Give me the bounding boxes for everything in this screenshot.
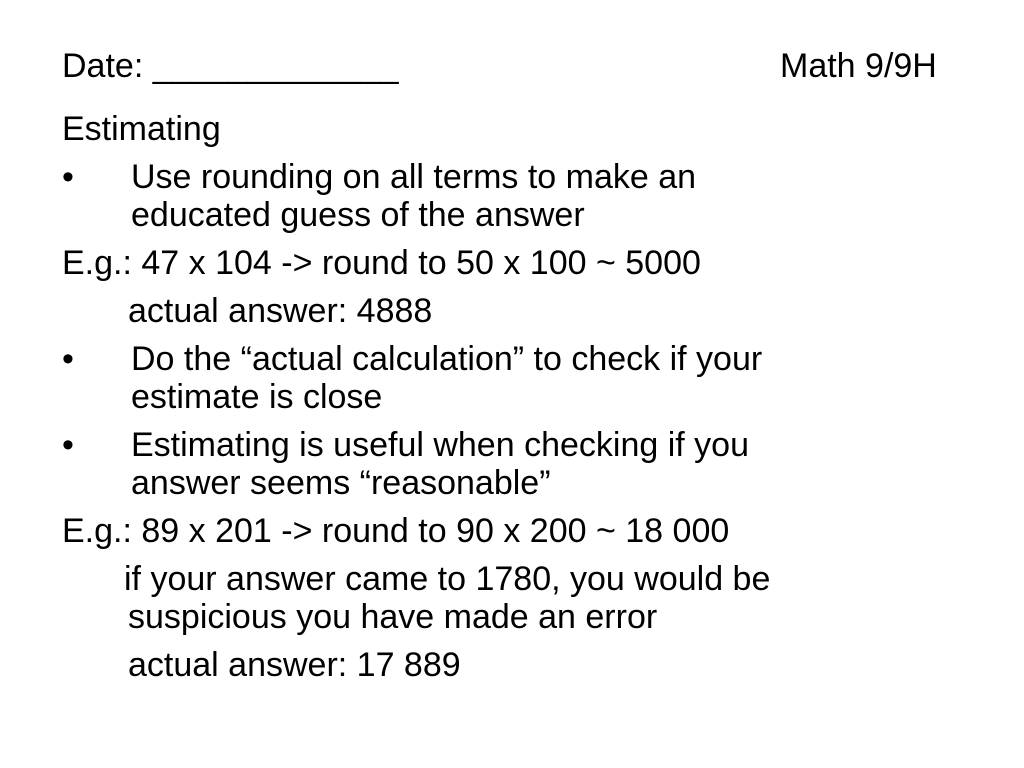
bullet-text-line: Estimating is useful when checking if you	[131, 426, 749, 464]
bullet-item-rounding	[62, 158, 962, 234]
course-label: Math 9/9H	[780, 47, 937, 85]
bullet-item-actual-calculation	[62, 340, 962, 416]
bullet-text-line: educated guess of the answer	[131, 196, 585, 234]
error-note	[62, 560, 962, 636]
date-label: Date: _____________	[62, 47, 399, 85]
bullet-text-line: answer seems “reasonable”	[131, 464, 551, 502]
note-text-line: if your answer came to 1780, you would be	[124, 560, 771, 598]
bullet-dot: •	[62, 158, 74, 196]
bullet-text-line: estimate is close	[131, 378, 383, 416]
note-text-line: suspicious you have made an error	[128, 598, 658, 636]
bullet-dot: •	[62, 340, 74, 378]
section-title: Estimating	[62, 110, 221, 148]
bullet-text-line: Do the “actual calculation” to check if your	[131, 340, 763, 378]
example-line: E.g.: 89 x 201 -> round to 90 x 200 ~ 18 000	[62, 512, 730, 550]
actual-answer-line: actual answer: 17 889	[128, 646, 461, 684]
bullet-text-line: Use rounding on all terms to make an	[131, 158, 697, 196]
bullet-item-reasonable	[62, 426, 962, 502]
bullet-dot: •	[62, 426, 74, 464]
actual-answer-line: actual answer: 4888	[128, 292, 433, 330]
example-line: E.g.: 47 x 104 -> round to 50 x 100 ~ 5000	[62, 244, 701, 282]
slide-body	[62, 110, 962, 684]
